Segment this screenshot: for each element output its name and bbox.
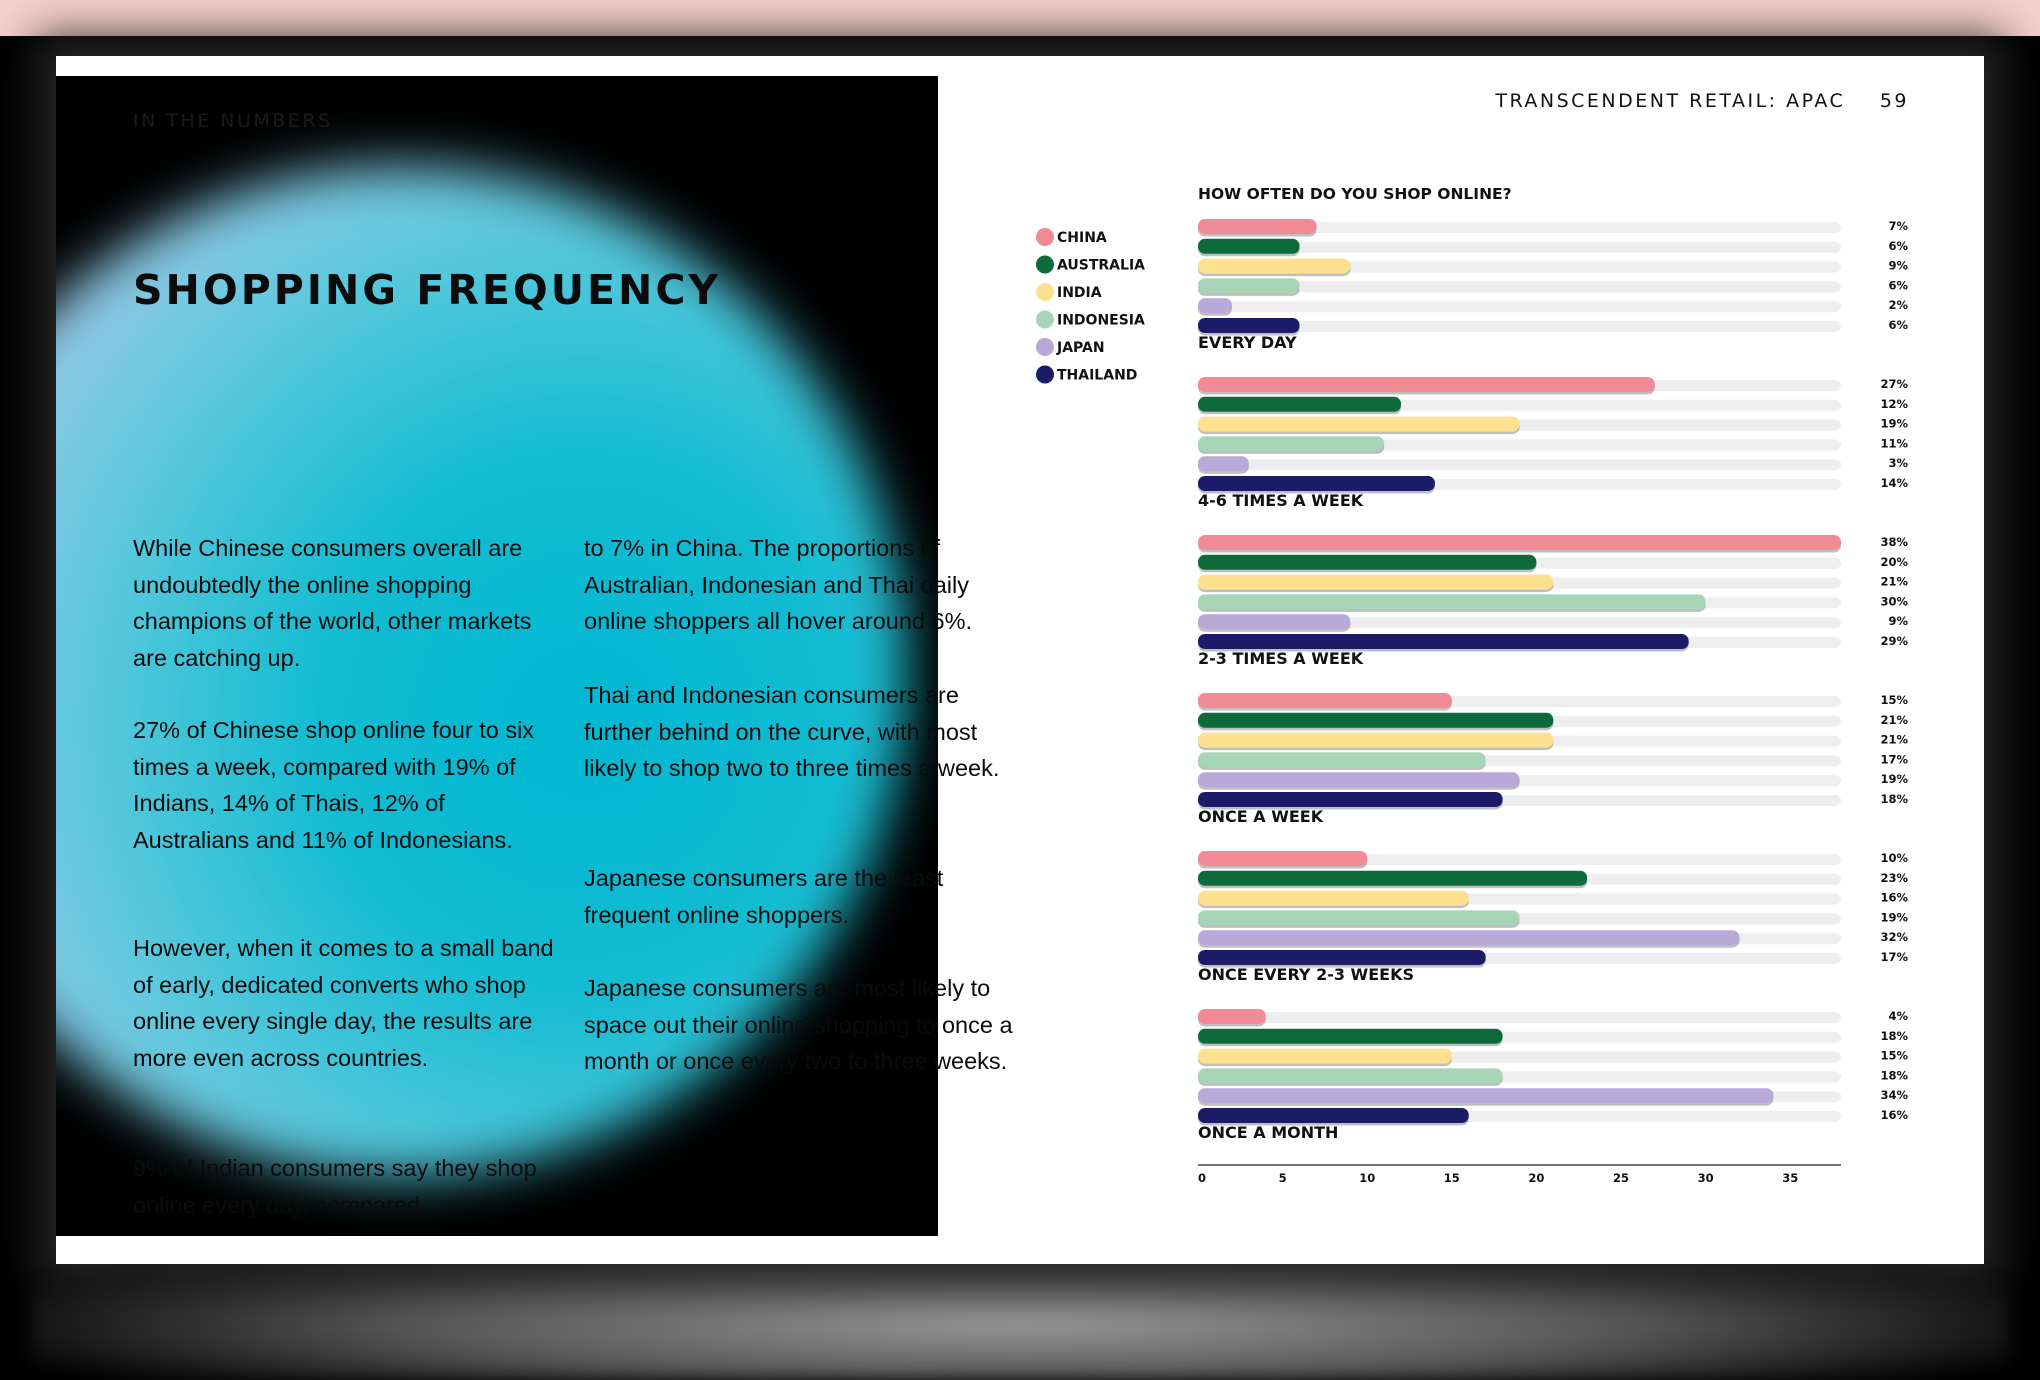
legend-label: INDIA (1057, 285, 1102, 301)
legend-label: THAILAND (1057, 367, 1138, 384)
value-label: 19% (1880, 910, 1908, 925)
legend-label: CHINA (1057, 230, 1107, 246)
bar-china (1198, 1009, 1266, 1024)
bar-china (1198, 851, 1367, 866)
legend-swatch (1036, 366, 1054, 384)
bar-japan (1198, 930, 1739, 945)
x-tick-label: 0 (1198, 1171, 1207, 1185)
value-label: 21% (1880, 574, 1908, 589)
magazine-page (56, 56, 1984, 1264)
bar-japan (1198, 298, 1232, 313)
value-label: 17% (1880, 950, 1908, 964)
value-label: 21% (1880, 712, 1908, 727)
bar-thailand (1198, 318, 1300, 333)
publication-title: TRANSCENDENT RETAIL: APAC (1495, 90, 1846, 112)
x-axis (1198, 1165, 1841, 1185)
value-label: 3% (1888, 456, 1908, 471)
value-label: 18% (1880, 1068, 1908, 1083)
body-paragraph: 9% of Indian consumers say they shop online every day, compared (133, 1155, 537, 1218)
legend-label: JAPAN (1057, 340, 1105, 356)
legend-swatch (1036, 256, 1054, 274)
value-label: 29% (1880, 634, 1908, 648)
x-tick-label: 10 (1359, 1171, 1376, 1185)
chart-bars (1198, 219, 1908, 1142)
bar-track (1198, 301, 1841, 312)
value-label: 7% (1888, 219, 1908, 233)
page-title: SHOPPING FREQUENCY (133, 266, 722, 314)
legend-swatch (1036, 338, 1054, 356)
bar-australia (1198, 871, 1587, 886)
bar-china (1198, 219, 1316, 234)
bar-indonesia (1198, 594, 1706, 609)
category-label: 2-3 TIMES A WEEK (1198, 648, 1364, 668)
value-label: 16% (1880, 1108, 1908, 1122)
chart-legend (1036, 228, 1145, 384)
body-paragraph: Japanese consumers are the least frequent online shoppers. (584, 865, 944, 928)
bar-india (1198, 733, 1553, 748)
value-label: 4% (1888, 1009, 1908, 1023)
legend-swatch (1036, 311, 1054, 329)
value-label: 19% (1880, 772, 1908, 787)
value-label: 23% (1880, 870, 1908, 885)
body-paragraph: Thai and Indonesian consumers are further behind on the curve, with most likely to shop two to three times a week. (584, 682, 1000, 781)
body-paragraph: 27% of Chinese shop online four to six times a week, compared with 19% of Indians, 14% of Thais, 12% of Australians and 11% of Indonesians. (133, 717, 535, 853)
value-label: 34% (1880, 1088, 1908, 1103)
value-label: 18% (1880, 792, 1908, 806)
legend-swatch (1036, 228, 1054, 246)
bar-indonesia (1198, 1068, 1503, 1083)
value-label: 2% (1888, 298, 1908, 313)
value-label: 15% (1880, 1048, 1908, 1063)
category-label: ONCE A MONTH (1198, 1122, 1339, 1142)
bar-indonesia (1198, 910, 1520, 925)
section-label: IN THE NUMBERS (133, 110, 333, 132)
value-label: 19% (1880, 416, 1908, 431)
value-label: 6% (1888, 318, 1908, 332)
category-label: ONCE EVERY 2-3 WEEKS (1198, 964, 1414, 984)
value-label: 20% (1880, 554, 1908, 569)
legend-label: INDONESIA (1057, 312, 1145, 329)
bar-australia (1198, 1029, 1503, 1044)
bar-australia (1198, 397, 1401, 412)
category-label: ONCE A WEEK (1198, 806, 1324, 826)
bar-china (1198, 535, 1841, 550)
value-label: 38% (1880, 535, 1908, 549)
value-label: 27% (1880, 377, 1908, 391)
value-label: 21% (1880, 732, 1908, 747)
bar-indonesia (1198, 752, 1486, 767)
x-tick-label: 20 (1528, 1171, 1545, 1185)
shopping-frequency-chart (56, 56, 1984, 1264)
bar-australia (1198, 713, 1553, 728)
bar-track (1198, 459, 1841, 470)
bar-thailand (1198, 634, 1689, 649)
bar-china (1198, 693, 1452, 708)
bar-australia (1198, 239, 1300, 254)
value-label: 14% (1880, 476, 1908, 490)
value-label: 6% (1888, 238, 1908, 253)
bar-japan (1198, 456, 1249, 471)
x-tick-label: 5 (1278, 1171, 1287, 1185)
value-label: 17% (1880, 752, 1908, 767)
value-label: 12% (1880, 396, 1908, 411)
category-label: 4-6 TIMES A WEEK (1198, 490, 1364, 510)
x-tick-label: 30 (1697, 1171, 1714, 1185)
value-label: 9% (1888, 258, 1908, 273)
bar-china (1198, 377, 1655, 392)
body-paragraph: While Chinese consumers overall are undoubtedly the online shopping champions of the world, other markets are catching up. (133, 535, 532, 671)
bar-japan (1198, 614, 1350, 629)
body-paragraph: Japanese consumers are most likely to space out their online shopping to once a month or once every two to three weeks. (584, 975, 1013, 1074)
bar-indonesia (1198, 436, 1384, 451)
x-tick-label: 15 (1443, 1171, 1460, 1185)
bar-india (1198, 891, 1469, 906)
value-label: 15% (1880, 693, 1908, 707)
page-number: 59 (1879, 90, 1909, 112)
bar-japan (1198, 772, 1520, 787)
top-strip (0, 0, 2040, 36)
value-label: 6% (1888, 278, 1908, 293)
x-tick-label: 25 (1613, 1171, 1630, 1185)
body-paragraph: However, when it comes to a small band of early, dedicated converts who shop online every single day, the results are more even across countries. (133, 935, 554, 1071)
bar-australia (1198, 555, 1536, 570)
bar-india (1198, 259, 1350, 274)
bar-thailand (1198, 792, 1503, 807)
legend-swatch (1036, 283, 1054, 301)
bar-japan (1198, 1088, 1773, 1103)
value-label: 32% (1880, 930, 1908, 945)
value-label: 11% (1880, 436, 1908, 451)
bar-india (1198, 1049, 1452, 1064)
bar-track (1198, 1012, 1841, 1023)
value-label: 10% (1880, 851, 1908, 865)
legend-label: AUSTRALIA (1057, 257, 1145, 274)
value-label: 9% (1888, 614, 1908, 629)
category-label: EVERY DAY (1198, 332, 1297, 352)
value-label: 30% (1880, 594, 1908, 609)
value-label: 16% (1880, 890, 1908, 905)
value-label: 18% (1880, 1028, 1908, 1043)
body-paragraph: to 7% in China. The proportions of Australian, Indonesian and Thai daily online shoppers all hover around 6%. (584, 535, 973, 634)
bar-india (1198, 575, 1553, 590)
bar-india (1198, 417, 1520, 432)
x-tick-label: 35 (1782, 1171, 1799, 1185)
chart-title: HOW OFTEN DO YOU SHOP ONLINE? (1198, 185, 1512, 203)
bar-thailand (1198, 476, 1435, 491)
bar-thailand (1198, 1108, 1469, 1123)
bar-indonesia (1198, 278, 1300, 293)
bar-thailand (1198, 950, 1486, 965)
